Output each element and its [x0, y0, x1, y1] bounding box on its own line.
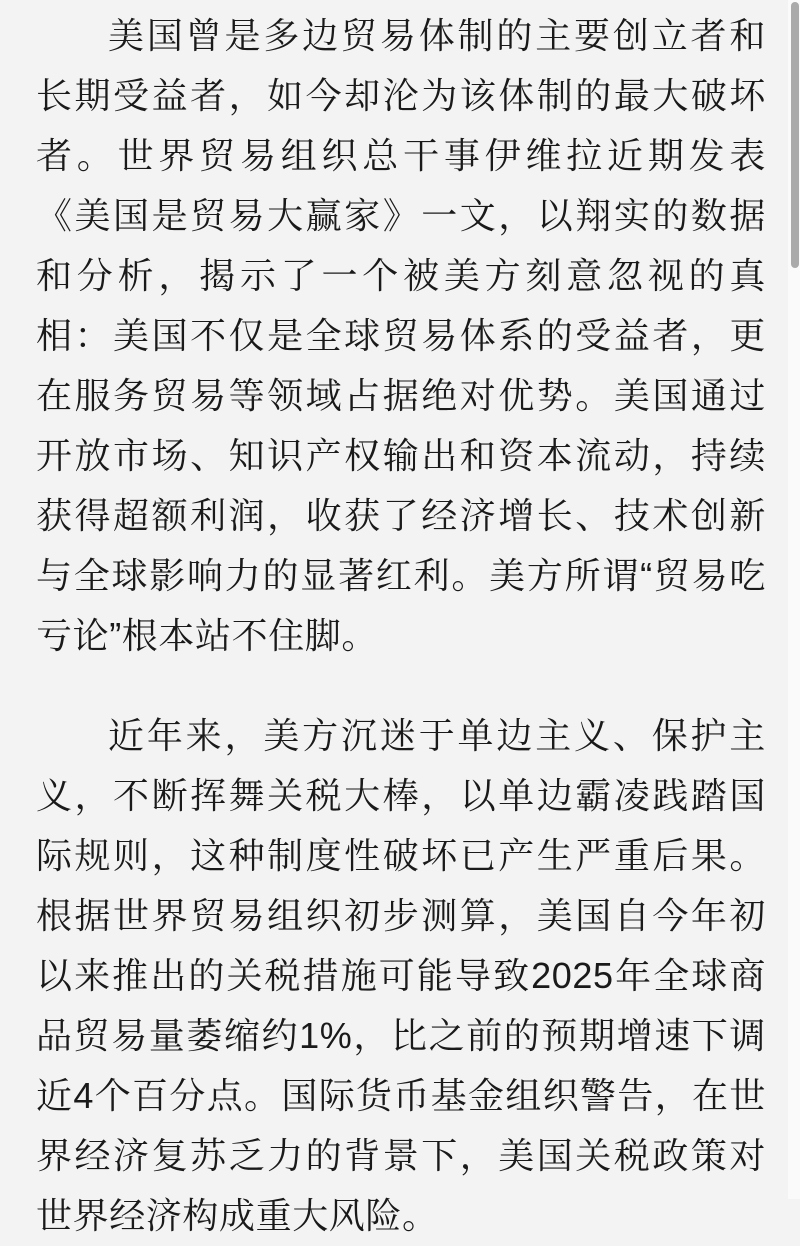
scrollbar-track[interactable] — [788, 0, 800, 1199]
paragraph-1: 美国曾是多边贸易体制的主要创立者和长期受益者，如今却沦为该体制的最大破坏者。世界贸易组织总干事伊维拉近期发表《美国是贸易大赢家》一文，以翔实的数据和分析，揭示了一个被美方刻意忽视的真相：美国不仅是全球贸易体系的受益者，更在服务贸易等领域占据绝对优势。美国通过开放市场、知识产权输出和资本流动，持续获得超额利润，收获了经济增长、技术创新与全球影响力的显著红利。美方所谓“贸易吃亏论”根本站不住脚。 — [36, 15, 766, 656]
scrollbar-thumb[interactable] — [791, 2, 799, 268]
paragraph-2: 近年来，美方沉迷于单边主义、保护主义，不断挥舞关税大棒，以单边霸凌践踏国际规则，这种制度性破坏已产生严重后果。根据世界贸易组织初步测算，美国自今年初以来推出的关税措施可能导致2025年全球商品贸易量萎缩约1%，比之前的预期增速下调近4个百分点。国际货币基金组织警告，在世界经济复苏乏力的背景下，美国关税政策对世界经济构成重大风险。 — [36, 715, 766, 1236]
